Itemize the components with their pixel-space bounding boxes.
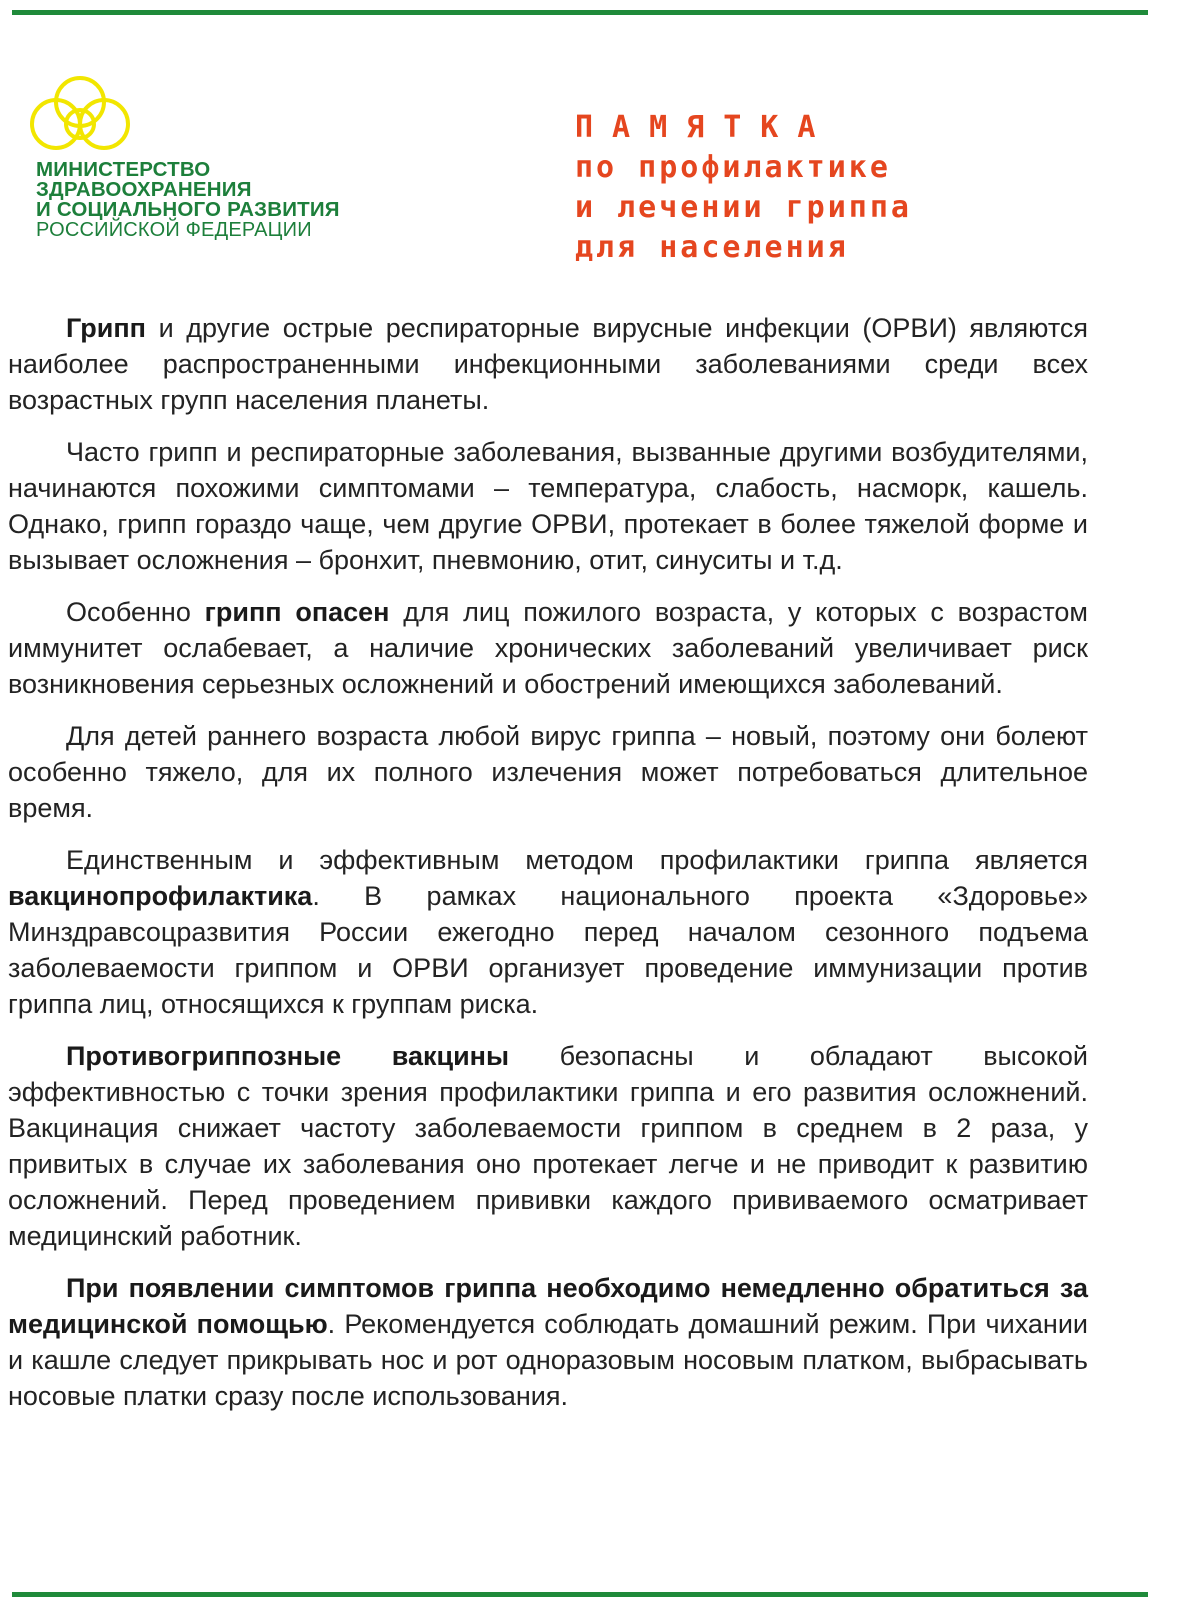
ministry-emblem-icon: [20, 74, 140, 164]
bold-term: Противогриппозные вакцины: [66, 1041, 510, 1071]
memo-title-line-3: и лечении гриппа: [575, 190, 912, 225]
bold-term: вакцинопрофилактика: [8, 881, 313, 911]
memo-title-line-4: для населения: [575, 230, 849, 265]
paragraph-text: и другие острые респираторные вирусные инфекции (ОРВИ) являются наиболее распространенными инфекционными заболеваниями среди всех возрастных групп населения планеты.: [8, 313, 1088, 415]
paragraph-text: . Рекомендуется соблюдать домашний режим. При чихании и кашле следует прикрывать нос и рот одноразовым носовым платком, выбрасывать носовые платки сразу после использования.: [8, 1309, 1088, 1411]
top-green-rule: [12, 10, 1148, 15]
memo-title: [575, 108, 912, 268]
paragraph-text: Для детей раннего возраста любой вирус гриппа – новый, поэтому они болеют особенно тяжело, для их полного излечения может потребоваться длительное время.: [8, 721, 1088, 823]
paragraph-text: Часто грипп и респираторные заболевания, вызванные другими возбудителями, начинаются похожими симптомами – температура, слабость, насморк, кашель. Однако, грипп гораздо чаще, чем другие ОРВИ, протекает в более тяжелой форме и вызывает осложнения – бронхит, пневмонию, отит, синуситы и т.д.: [8, 437, 1088, 575]
paragraph-vaccination-method: [8, 842, 1088, 1022]
paragraph-text: Единственным и эффективным методом профилактики гриппа является: [66, 845, 1088, 875]
ministry-logo: [20, 74, 440, 254]
memo-body: [8, 310, 1088, 1430]
ministry-line-1: МИНИСТЕРСТВО: [36, 158, 211, 181]
bold-term: При появлении симптомов гриппа необходимо немедленно обратиться за медицинской помощью: [8, 1273, 1088, 1339]
bottom-green-rule: [12, 1592, 1148, 1597]
paragraph-children: [8, 718, 1088, 826]
ministry-line-2: ЗДРАВООХРАНЕНИЯ: [36, 178, 252, 201]
paragraph-text: Особенно: [66, 597, 205, 627]
paragraph-text: . В рамках национального проекта «Здоровье» Минздравсоцразвития России ежегодно перед началом сезонного подъема заболеваемости гриппом и ОРВИ организует проведение иммунизации против гриппа лиц, относящихся к группам риска.: [8, 881, 1088, 1019]
paragraph-symptoms: [8, 434, 1088, 578]
ministry-name: [36, 160, 340, 240]
paragraph-elderly-risk: [8, 594, 1088, 702]
memo-title-line-2: по профилактике: [575, 150, 891, 185]
paragraph-vaccines-safety: [8, 1038, 1088, 1254]
ministry-line-4: РОССИЙСКОЙ ФЕДЕРАЦИИ: [36, 219, 312, 241]
bold-term: Грипп: [66, 313, 146, 343]
paragraph-text: безопасны и обладают высокой эффективностью с точки зрения профилактики гриппа и его развития осложнений. Вакцинация снижает частоту заболеваемости гриппом в среднем в 2 раза, у привитых в случае их заболевания оно протекает легче и не приводит к развитию осложнений. Перед проведением прививки каждого прививаемого осматривает медицинский работник.: [8, 1041, 1088, 1251]
memo-title-line-1: ПАМЯТКА: [575, 110, 835, 145]
paragraph-seek-help: [8, 1270, 1088, 1414]
paragraph-flu-overview: [8, 310, 1088, 418]
bold-term: грипп опасен: [204, 597, 390, 627]
ministry-line-3: И СОЦИАЛЬНОГО РАЗВИТИЯ: [36, 198, 340, 221]
paragraph-text: для лиц пожилого возраста, у которых с возрастом иммунитет ослабевает, а наличие хронических заболеваний увеличивает риск возникновения серьезных осложнений и обострений имеющихся заболеваний.: [8, 597, 1088, 699]
